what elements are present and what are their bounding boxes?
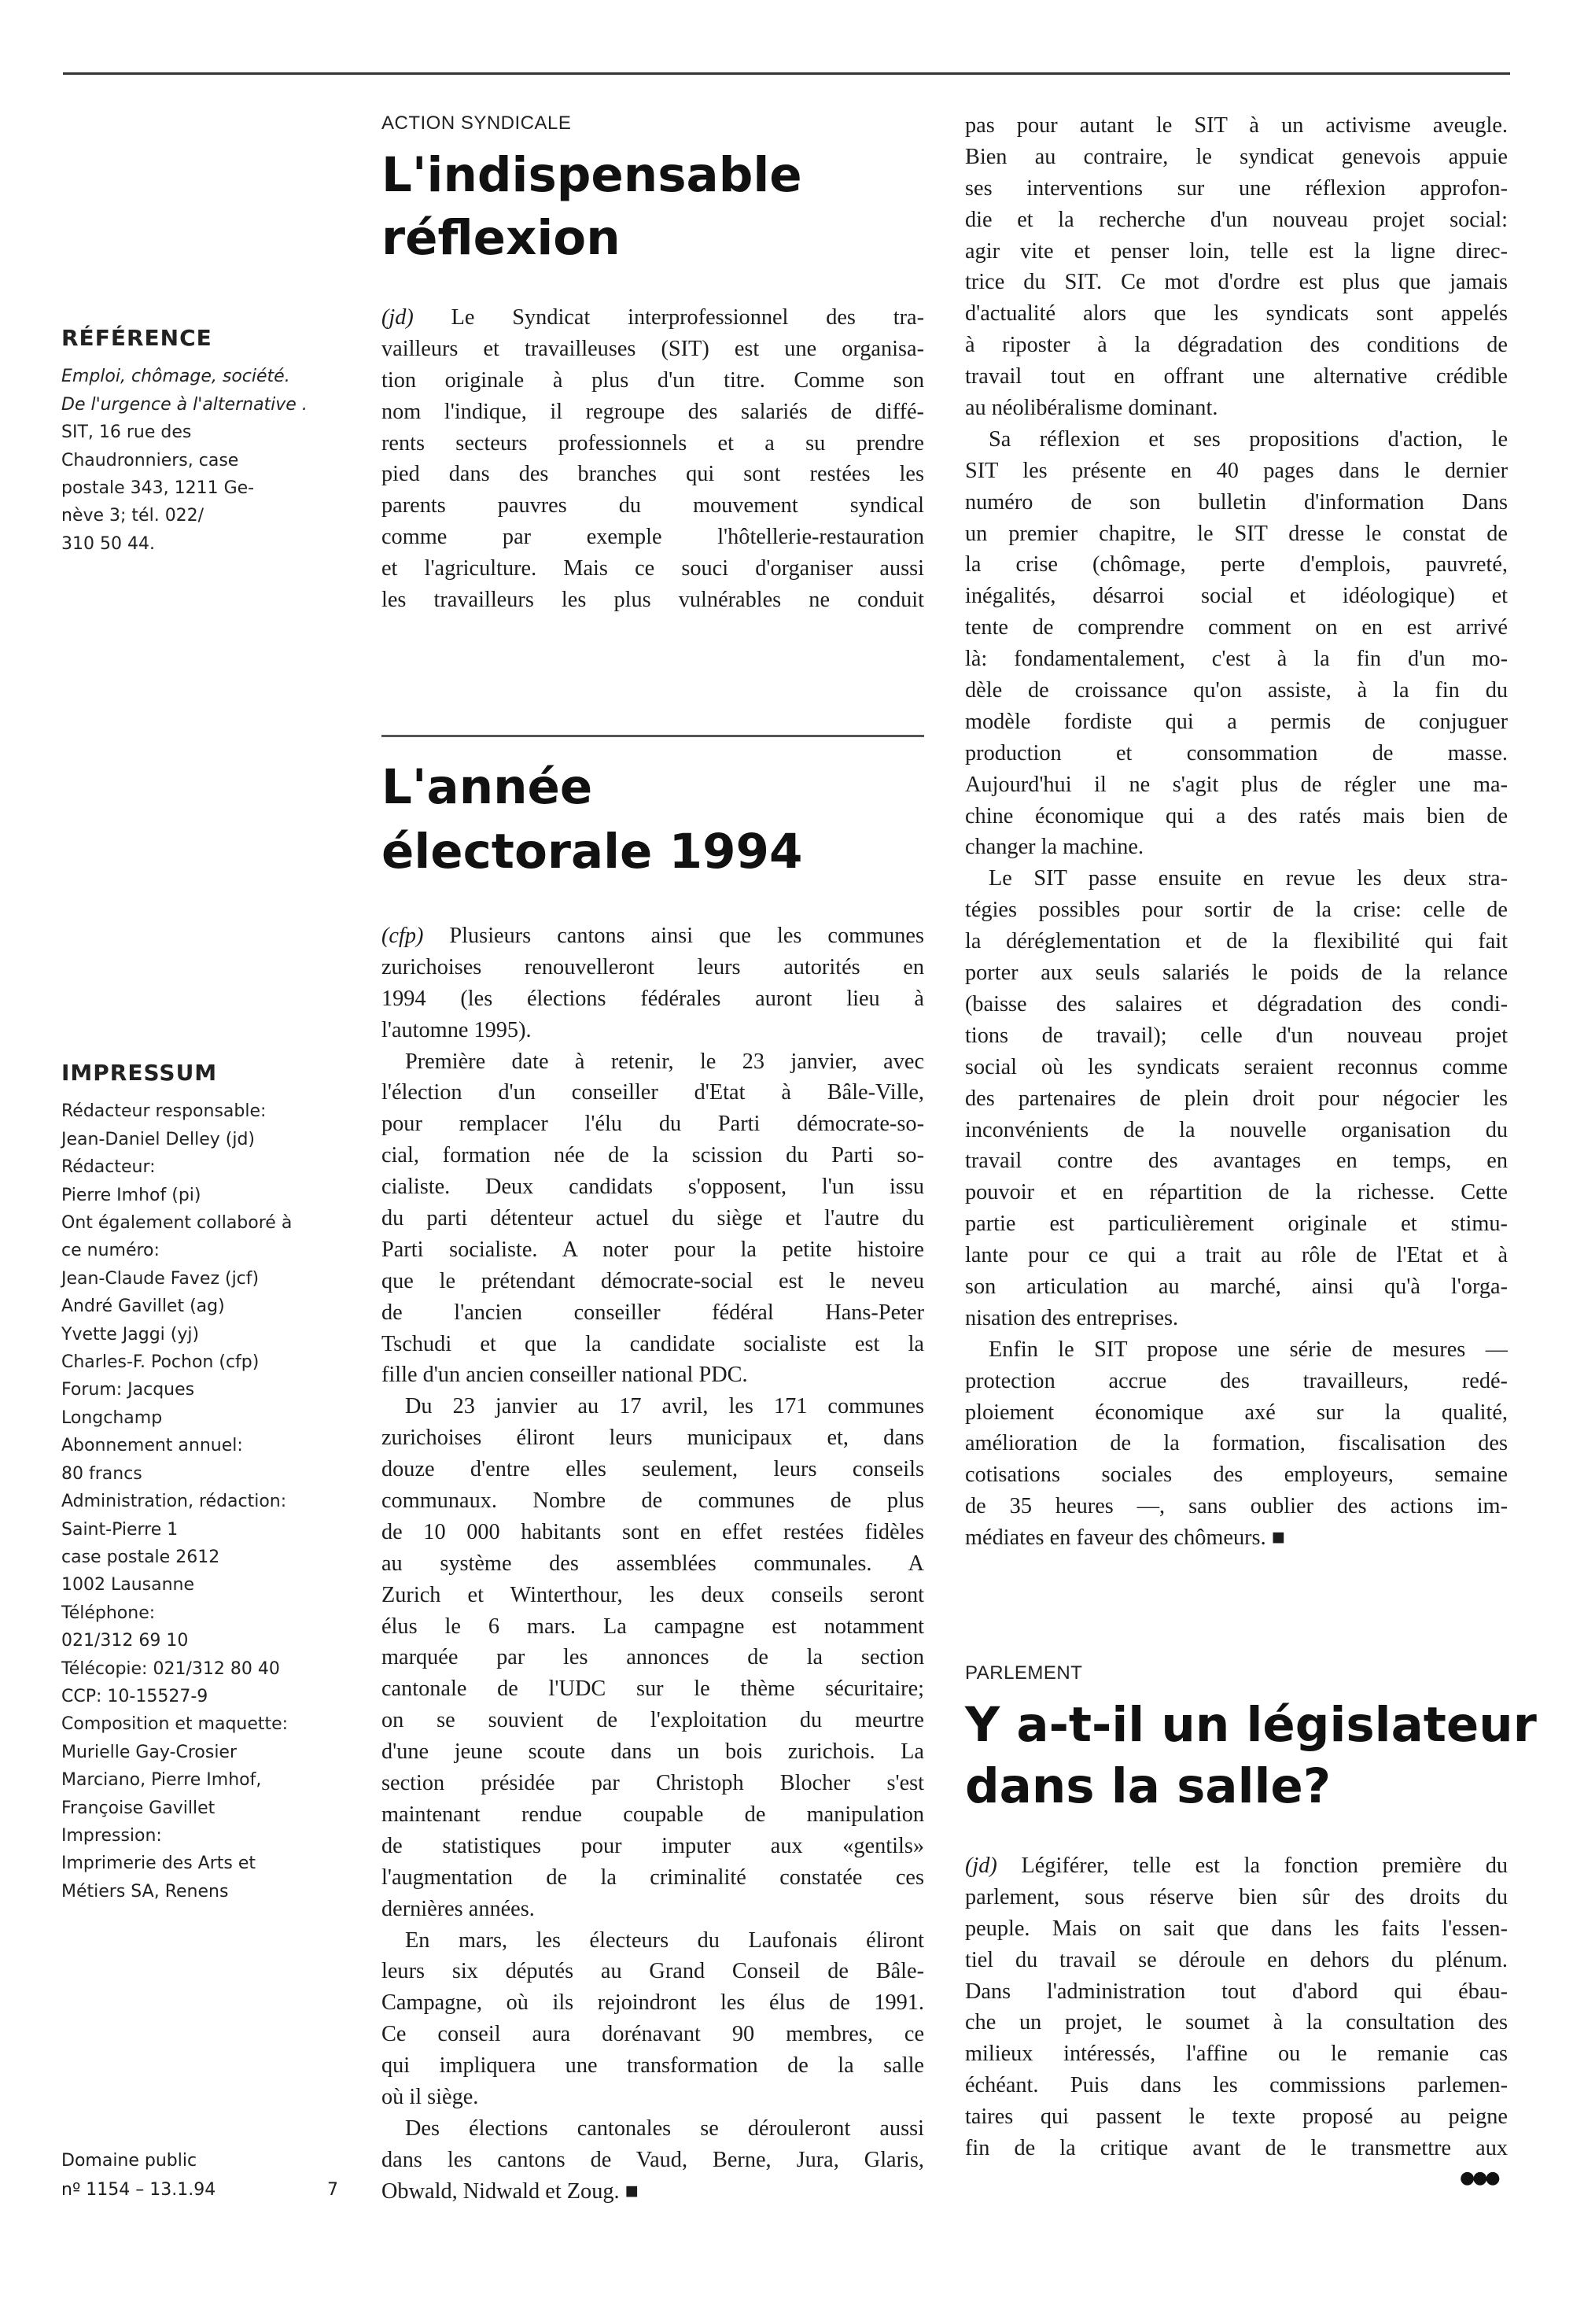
text-line <box>381 428 924 459</box>
text-line <box>381 1485 924 1517</box>
text-line <box>965 1459 1508 1491</box>
reference-line: Emploi, chômage, société. <box>61 367 290 387</box>
text-segment: social où les syndicats seraient reconnus comme <box>965 1054 1508 1079</box>
text-line <box>381 1894 924 1925</box>
text-line <box>965 769 1508 801</box>
text-line <box>381 1799 924 1831</box>
impressum-line: Longchamp <box>61 1407 163 1428</box>
text-line <box>965 2038 1508 2070</box>
text-line <box>965 1208 1508 1240</box>
text-segment: trice du SIT. Ce mot d'ordre est plus que jamais <box>965 270 1508 295</box>
text-segment: peuple. Mais on sait que dans les faits l'essen- <box>965 1916 1508 1941</box>
text-line <box>381 334 924 365</box>
text-segment: au néolibéralisme dominant. <box>965 396 1218 421</box>
text-segment: de statistiques pour imputer aux «gentils» <box>381 1833 924 1858</box>
impressum-line: ce numéro: <box>61 1241 160 1261</box>
impressum-line: Métiers SA, Renens <box>61 1881 229 1902</box>
text-line <box>965 1366 1508 1397</box>
article1-headline-line: réflexion <box>381 210 621 266</box>
text-line <box>965 1145 1508 1177</box>
page-footer <box>61 2146 344 2204</box>
text-segment: l'élection d'un conseiller d'Etat à Bâle-Ville, <box>381 1080 924 1105</box>
text-line <box>381 1580 924 1611</box>
text-segment: et l'agriculture. Mais ce souci d'organiser aussi <box>381 556 924 581</box>
text-segment: Plusieurs cantons ainsi que les communes <box>423 924 924 948</box>
text-line <box>965 1428 1508 1459</box>
text-line <box>381 1831 924 1862</box>
text-segment: agir vite et penser loin, telle est la ligne direc- <box>965 238 1508 264</box>
text-line <box>381 1077 924 1109</box>
text-line <box>965 361 1508 393</box>
text-segment: SIT les présente en 40 pages dans le dernier <box>965 458 1508 483</box>
text-segment: Tschudi et que la candidate socialiste est la <box>381 1331 924 1356</box>
text-line <box>381 920 924 952</box>
text-line <box>965 1052 1508 1083</box>
impressum-line: 80 francs <box>61 1463 142 1484</box>
text-segment: inégalités, désarroi social et idéologique) et <box>965 584 1508 609</box>
text-segment: cialiste. Deux candidats s'opposent, l'un issu <box>381 1175 924 1200</box>
text-line <box>381 2145 924 2176</box>
article2-headline-line: électorale 1994 <box>381 824 803 880</box>
text-segment: on se souvient de l'exploitation du meurtre <box>381 1708 924 1733</box>
text-segment: l'automne 1995). <box>381 1017 532 1042</box>
text-segment: che un projet, le soumet à la consultation des <box>965 2010 1508 2035</box>
text-segment: que le prétendant démocrate-social est le neveu <box>381 1268 924 1293</box>
text-segment: fin de la critique avant de le transmettre aux <box>965 2136 1508 2161</box>
article1-headline-line: L'indispensable <box>381 147 802 203</box>
text-line <box>965 801 1508 832</box>
impressum-line: 021/312 69 10 <box>61 1631 189 1651</box>
text-line <box>381 1015 924 1046</box>
text-line <box>381 1862 924 1894</box>
text-segment: inconvénients de la nouvelle organisation du <box>965 1117 1508 1142</box>
text-segment: partie est particulièrement originale et stimu- <box>965 1212 1508 1237</box>
text-line <box>965 1240 1508 1271</box>
text-line <box>381 1736 924 1768</box>
text-segment: médiates en faveur des chômeurs. ■ <box>965 1525 1285 1551</box>
text-segment: amélioration de la formation, fiscalisation des <box>965 1431 1508 1456</box>
text-segment: ploiement économique axé sur la qualité, <box>965 1400 1508 1425</box>
author-initials: (cfp) <box>381 924 424 948</box>
text-line <box>965 173 1508 205</box>
text-line <box>965 1397 1508 1429</box>
continuation-mark: ●●● <box>1460 2168 1498 2188</box>
text-line <box>965 110 1508 142</box>
text-segment: cantonale de l'UDC sur le thème sécuritaire; <box>381 1677 924 1702</box>
author-initials: (jd) <box>381 305 414 330</box>
text-segment: Dans l'administration tout d'abord qui ébau- <box>965 1979 1508 2004</box>
article2-headline <box>381 755 802 884</box>
text-line <box>381 983 924 1015</box>
text-line <box>381 459 924 490</box>
impressum-lines <box>61 1097 344 1905</box>
article3-kicker: PARLEMENT <box>965 1662 1083 1684</box>
text-segment: d'actualité alors que les syndicats sont appelés <box>965 301 1508 326</box>
text-segment: Campagne, où ils rejoindront les élus de 1991. <box>381 1990 924 2016</box>
text-line <box>965 2007 1508 2038</box>
text-segment: dans les cantons de Vaud, Berne, Jura, Glaris, <box>381 2147 924 2172</box>
text-line <box>965 706 1508 738</box>
text-segment: section présidée par Christoph Blocher s'est <box>381 1771 924 1796</box>
reference-line: 310 50 44. <box>61 533 155 554</box>
text-segment: dernières années. <box>381 1896 535 1921</box>
article1-column-1 <box>381 302 924 616</box>
text-line <box>381 1768 924 1799</box>
text-segment: pour remplacer l'élu du Parti démocrate-so- <box>381 1112 924 1137</box>
reference-line: Chaudronniers, case <box>61 450 239 470</box>
text-segment: la déréglementation et de la flexibilité qui fait <box>965 929 1508 954</box>
text-segment: fille d'un ancien conseiller national PDC. <box>381 1363 748 1388</box>
text-line <box>381 1987 924 2019</box>
text-line <box>965 1303 1508 1334</box>
text-segment: zurichoises éliront leurs municipaux et, dans <box>381 1426 924 1451</box>
text-segment: modèle fordiste qui a permis de conjuguer <box>965 709 1508 734</box>
reference-lines <box>61 363 344 558</box>
text-segment: travail tout en offrant une alternative crédible <box>965 364 1508 389</box>
text-segment: Parti socialiste. A noter pour la petite histoire <box>381 1237 924 1262</box>
text-segment: leurs six députés au Grand Conseil de Bâle- <box>381 1959 924 1984</box>
text-segment: Bien au contraire, le syndicat genevois appuie <box>965 144 1508 169</box>
text-line <box>381 553 924 585</box>
article3-headline <box>965 1695 1537 1817</box>
text-line <box>381 1109 924 1140</box>
text-segment: communaux. Nombre de communes de plus <box>381 1488 924 1514</box>
text-segment: lante pour ce qui a trait au rôle de l'Etat et à <box>965 1243 1508 1268</box>
text-segment: au système des assemblées communales. A <box>381 1551 924 1576</box>
text-line <box>381 1266 924 1297</box>
text-line <box>965 989 1508 1020</box>
text-line <box>381 1171 924 1203</box>
text-segment: Le SIT passe ensuite en revue les deux stra- <box>989 866 1508 891</box>
text-segment: taires qui passent le texte proposé au peigne <box>965 2105 1508 2130</box>
reference-line: De l'urgence à l'alternative . <box>61 394 308 415</box>
text-line <box>965 424 1508 456</box>
text-segment: die et la recherche d'un nouveau projet social: <box>965 207 1508 232</box>
text-line <box>965 487 1508 518</box>
text-line <box>381 2019 924 2050</box>
impressum-line: Françoise Gavillet <box>61 1798 216 1818</box>
text-line <box>381 1642 924 1673</box>
text-line <box>965 675 1508 706</box>
text-line <box>381 1329 924 1360</box>
text-segment: vailleurs et travailleuses (SIT) est une organisa- <box>381 336 924 361</box>
impressum-line: Imprimerie des Arts et <box>61 1854 256 1874</box>
text-segment: des partenaires de plein droit pour négocier les <box>965 1086 1508 1111</box>
text-segment: Des élections cantonales se dérouleront aussi <box>405 2116 924 2141</box>
text-line <box>381 490 924 522</box>
text-line <box>381 302 924 334</box>
article1-column-2 <box>965 110 1508 1554</box>
text-line <box>965 1522 1508 1554</box>
text-line <box>965 1945 1508 1976</box>
impressum-line: Rédacteur responsable: <box>61 1101 267 1122</box>
text-line <box>965 1334 1508 1366</box>
impressum-line: Saint-Pierre 1 <box>61 1519 179 1540</box>
text-line <box>965 832 1508 863</box>
text-line <box>381 1956 924 1987</box>
text-line <box>965 926 1508 957</box>
text-segment: tente de comprendre comment on en est arrivé <box>965 615 1508 640</box>
text-line <box>965 612 1508 644</box>
text-line <box>965 738 1508 769</box>
text-line <box>965 863 1508 895</box>
text-segment: tégies possibles pour sortir de la crise: celle de <box>965 898 1508 923</box>
text-line <box>965 2101 1508 2133</box>
text-segment: Légiférer, telle est la fonction première du <box>996 1854 1508 1878</box>
text-segment: parents pauvres du mouvement syndical <box>381 493 924 518</box>
text-line <box>965 393 1508 424</box>
text-line <box>965 644 1508 675</box>
text-line <box>381 522 924 553</box>
text-segment: porter aux seuls salariés le poids de la relance <box>965 961 1508 986</box>
impressum-line: Charles-F. Pochon (cfp) <box>61 1352 260 1373</box>
text-segment: nisation des entreprises. <box>965 1305 1179 1330</box>
text-segment: son articulation au marché, ainsi qu'à l'orga- <box>965 1274 1508 1299</box>
text-segment: à riposter à la dégradation des conditions de <box>965 333 1508 358</box>
text-line <box>965 236 1508 267</box>
text-line <box>381 1454 924 1485</box>
impressum-line: Yvette Jaggi (yj) <box>61 1324 200 1345</box>
text-segment: En mars, les électeurs du Laufonais éliront <box>405 1927 924 1953</box>
text-line <box>965 957 1508 989</box>
text-line <box>381 1391 924 1422</box>
issue-line <box>61 2175 344 2204</box>
text-line <box>381 2113 924 2145</box>
text-segment: dèle de croissance qu'on assiste, à la fin du <box>965 678 1508 703</box>
text-line <box>381 1234 924 1266</box>
text-segment: de 35 heures —, sans oublier des actions im- <box>965 1494 1508 1519</box>
text-line <box>381 1297 924 1329</box>
text-line <box>965 205 1508 236</box>
text-segment: cotisations sociales des employeurs, semaine <box>965 1463 1508 1488</box>
impressum-line: Marciano, Pierre Imhof, <box>61 1770 262 1791</box>
text-line <box>381 1673 924 1705</box>
text-segment: zurichoises renouvelleront leurs autorités en <box>381 954 924 979</box>
text-line <box>381 1140 924 1171</box>
text-segment: d'une jeune scoute dans un bois zurichois. La <box>381 1739 924 1765</box>
text-line <box>381 2176 924 2208</box>
text-line <box>965 549 1508 581</box>
author-initials: (jd) <box>965 1854 997 1878</box>
impressum-title: IMPRESSUM <box>61 1060 218 1086</box>
text-segment: numéro de son bulletin d'information Dans <box>965 489 1508 515</box>
text-line <box>965 1083 1508 1115</box>
text-segment: milieux intéressés, l'affine ou le remanie cas <box>965 2042 1508 2067</box>
text-line <box>965 2070 1508 2101</box>
text-segment: Ce conseil aura dorénavant 90 membres, ce <box>381 2022 924 2047</box>
impressum-line: Pierre Imhof (pi) <box>61 1185 201 1205</box>
text-segment: là: fondamentalement, c'est à la fin d'un mo- <box>965 647 1508 672</box>
text-line <box>965 1020 1508 1052</box>
text-line <box>381 2082 924 2113</box>
reference-line: nève 3; tél. 022/ <box>61 506 204 526</box>
text-segment: un premier chapitre, le SIT dresse le constat de <box>965 521 1508 546</box>
text-segment: travail contre des avantages en temps, en <box>965 1149 1508 1174</box>
text-segment: production et consommation de masse. <box>965 740 1508 765</box>
text-segment: parlement, sous réserve bien sûr des droits du <box>965 1884 1508 1909</box>
article1-headline <box>381 144 802 270</box>
reference-box <box>61 324 344 558</box>
text-segment: Du 23 janvier au 17 avril, les 171 communes <box>405 1394 924 1419</box>
text-line <box>381 1611 924 1643</box>
text-segment: de l'ancien conseiller fédéral Hans-Peter <box>381 1300 924 1325</box>
text-line <box>381 2050 924 2082</box>
text-segment: comme par exemple l'hôtellerie-restauration <box>381 525 924 550</box>
text-segment: pas pour autant le SIT à un activisme aveugle. <box>965 113 1508 138</box>
text-segment: pied dans des branches qui sont restées les <box>381 462 924 487</box>
text-segment: Première date à retenir, le 23 janvier, avec <box>405 1049 924 1074</box>
impressum-line: Administration, rédaction: <box>61 1492 287 1512</box>
text-segment: tions de travail); celle d'un nouveau projet <box>965 1023 1508 1048</box>
reference-line: postale 343, 1211 Ge- <box>61 478 255 499</box>
impressum-box <box>61 1059 344 1905</box>
text-line <box>381 1203 924 1234</box>
text-segment: rents secteurs professionnels et a su prendre <box>381 430 924 456</box>
impressum-line: Abonnement annuel: <box>61 1436 243 1456</box>
text-line <box>965 456 1508 487</box>
text-line <box>381 1705 924 1736</box>
impressum-line: André Gavillet (ag) <box>61 1297 225 1317</box>
impressum-line: CCP: 10-15527-9 <box>61 1686 208 1706</box>
text-segment: Le Syndicat interprofessionnel des tra- <box>413 305 924 330</box>
impressum-line: 1002 Lausanne <box>61 1575 195 1595</box>
text-segment: protection accrue des travailleurs, redé- <box>965 1368 1508 1393</box>
text-line <box>965 2133 1508 2164</box>
text-line <box>965 1271 1508 1303</box>
article3-column <box>965 1850 1508 2164</box>
text-segment: de 10 000 habitants sont en effet restées fidèles <box>381 1519 924 1544</box>
text-line <box>381 1422 924 1454</box>
text-line <box>965 1882 1508 1913</box>
impressum-line: Murielle Gay-Crosier <box>61 1742 238 1762</box>
text-line <box>965 142 1508 173</box>
text-line <box>965 330 1508 361</box>
text-segment: Sa réflexion et ses propositions d'action, le <box>989 426 1508 452</box>
text-line <box>381 1517 924 1548</box>
text-segment: échéant. Puis dans les commissions parlemen- <box>965 2073 1508 2098</box>
article3-headline-line: Y a-t-il un législateur <box>965 1697 1537 1753</box>
text-segment: du parti détenteur actuel du siège et l'autre du <box>381 1206 924 1231</box>
text-segment: (baisse des salaires et dégradation des condi- <box>965 991 1508 1016</box>
text-segment: Obwald, Nidwald et Zoug. ■ <box>381 2178 639 2204</box>
impressum-line: Téléphone: <box>61 1603 156 1623</box>
impressum-line: case postale 2612 <box>61 1547 220 1567</box>
text-segment: 1994 (les élections fédérales auront lieu à <box>381 986 924 1011</box>
text-segment: Zurich et Winterthour, les deux conseils seront <box>381 1582 924 1607</box>
text-line <box>965 1177 1508 1208</box>
impressum-line: Jean-Daniel Delley (jd) <box>61 1129 255 1149</box>
text-line <box>381 1359 924 1391</box>
text-segment: qui impliquera une transformation de la salle <box>381 2053 924 2079</box>
text-line <box>381 952 924 983</box>
text-segment: maintenant rendue coupable de manipulation <box>381 1802 924 1827</box>
text-segment: ses interventions sur une réflexion approfon- <box>965 175 1508 201</box>
text-line <box>965 1976 1508 2008</box>
text-segment: la crise (chômage, perte d'emplois, pauvreté, <box>965 552 1508 577</box>
impressum-line: Ont également collaboré à <box>61 1213 293 1234</box>
text-line <box>965 1491 1508 1522</box>
impressum-line: Impression: <box>61 1825 162 1846</box>
text-line <box>381 1925 924 1957</box>
top-rule <box>63 72 1510 75</box>
text-line <box>965 1115 1508 1146</box>
issue-number: nº 1154 – 13.1.94 <box>61 2180 216 2200</box>
text-segment: tiel du travail se déroule en dehors du plénum. <box>965 1947 1508 1972</box>
text-line <box>965 518 1508 550</box>
text-segment: Aujourd'hui il ne s'agit plus de régler une ma- <box>965 772 1508 797</box>
text-line <box>381 365 924 397</box>
text-segment: élus le 6 mars. La campagne est notamment <box>381 1614 924 1639</box>
text-segment: cial, formation née de la scission du Parti so- <box>381 1143 924 1168</box>
text-segment: nom l'indique, il regroupe des salariés de diffé- <box>381 399 924 424</box>
impressum-line: Forum: Jacques <box>61 1380 195 1400</box>
impressum-line: Composition et maquette: <box>61 1714 289 1735</box>
text-segment: changer la machine. <box>965 835 1144 860</box>
text-line <box>965 581 1508 612</box>
text-segment: Enfin le SIT propose une série de mesures — <box>989 1337 1508 1362</box>
impressum-line: Rédacteur: <box>61 1157 156 1178</box>
text-line <box>965 1850 1508 1882</box>
impressum-line: Télécopie: 021/312 80 40 <box>61 1658 280 1679</box>
publication-name: Domaine public <box>61 2151 197 2171</box>
text-line <box>381 585 924 616</box>
article1-kicker: ACTION SYNDICALE <box>381 113 572 134</box>
article2-column <box>381 920 924 2208</box>
text-segment: où il siège. <box>381 2084 479 2109</box>
reference-line: SIT, 16 rue des <box>61 422 192 443</box>
text-line <box>381 397 924 428</box>
reference-title: RÉFÉRENCE <box>61 325 212 351</box>
impressum-line: Jean-Claude Favez (jcf) <box>61 1268 260 1289</box>
text-line <box>965 895 1508 926</box>
article2-headline-line: L'année <box>381 759 593 815</box>
text-line <box>381 1046 924 1078</box>
text-segment: marquée par les annonces de la section <box>381 1645 924 1670</box>
text-segment: chine économique qui a des ratés mais bien de <box>965 803 1508 828</box>
text-segment: les travailleurs les plus vulnérables ne conduit <box>381 588 924 613</box>
text-line <box>965 1913 1508 1945</box>
text-segment: tion originale à plus d'un titre. Comme son <box>381 367 924 393</box>
text-line <box>965 267 1508 298</box>
article3-headline-line: dans la salle? <box>965 1758 1332 1814</box>
text-line <box>965 298 1508 330</box>
text-line <box>381 1548 924 1580</box>
text-segment: douze d'entre elles seulement, leurs conseils <box>381 1457 924 1482</box>
article-divider <box>381 735 924 737</box>
page-number: 7 <box>327 2180 338 2200</box>
text-segment: l'augmentation de la criminalité constatée ces <box>381 1865 924 1890</box>
text-segment: pouvoir et en répartition de la richesse. Cette <box>965 1180 1508 1205</box>
